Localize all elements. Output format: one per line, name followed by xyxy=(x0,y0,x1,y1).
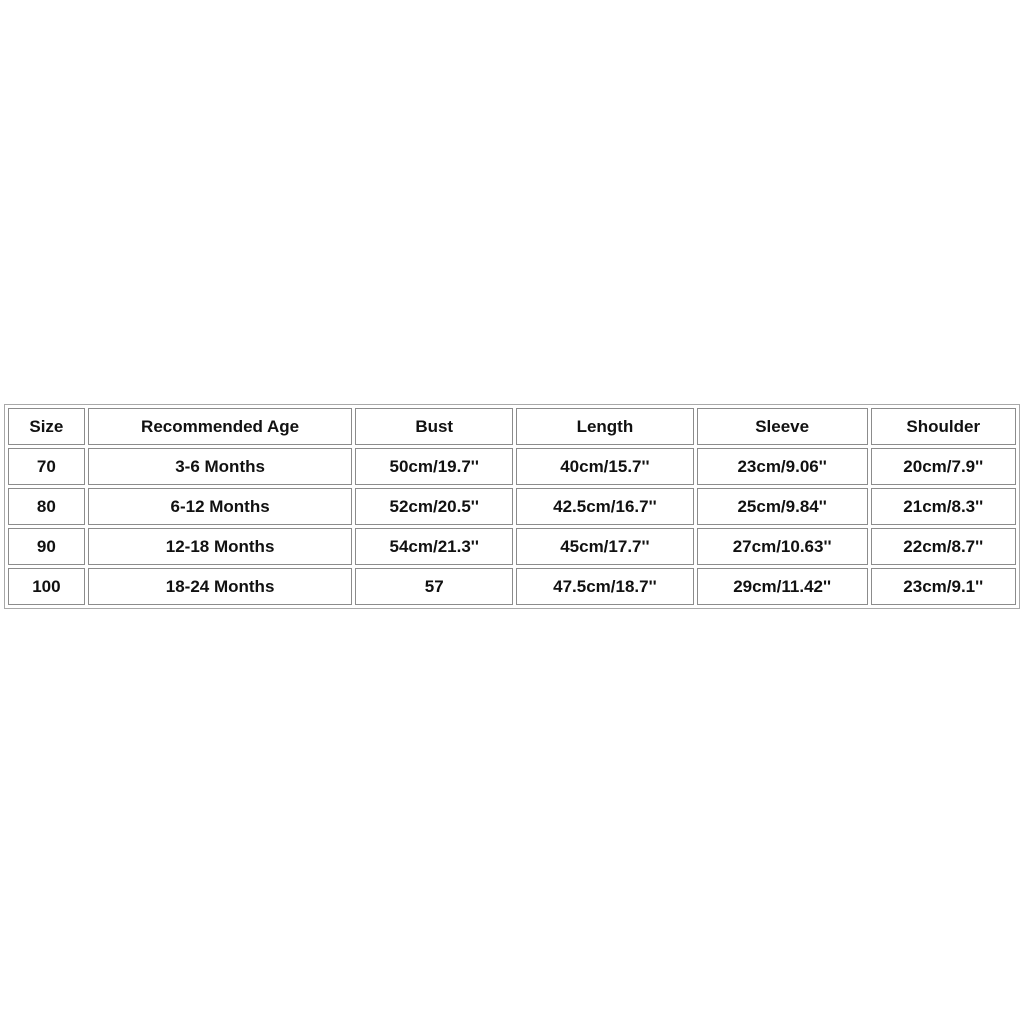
cell-shoulder: 23cm/9.1'' xyxy=(871,568,1017,605)
header-size: Size xyxy=(8,408,85,445)
table-row xyxy=(8,448,1016,485)
cell-length: 47.5cm/18.7'' xyxy=(516,568,694,605)
cell-shoulder: 22cm/8.7'' xyxy=(871,528,1017,565)
header-sleeve: Sleeve xyxy=(697,408,868,445)
header-recommended-age: Recommended Age xyxy=(88,408,353,445)
cell-size: 70 xyxy=(8,448,85,485)
table-row xyxy=(8,488,1016,525)
cell-sleeve: 29cm/11.42'' xyxy=(697,568,868,605)
cell-sleeve: 27cm/10.63'' xyxy=(697,528,868,565)
cell-size: 100 xyxy=(8,568,85,605)
cell-bust: 52cm/20.5'' xyxy=(355,488,513,525)
cell-size: 90 xyxy=(8,528,85,565)
header-length: Length xyxy=(516,408,694,445)
cell-length: 40cm/15.7'' xyxy=(516,448,694,485)
header-shoulder: Shoulder xyxy=(871,408,1017,445)
cell-recommended-age: 3-6 Months xyxy=(88,448,353,485)
cell-length: 45cm/17.7'' xyxy=(516,528,694,565)
cell-sleeve: 25cm/9.84'' xyxy=(697,488,868,525)
cell-shoulder: 21cm/8.3'' xyxy=(871,488,1017,525)
header-row xyxy=(8,408,1016,445)
table-row xyxy=(8,568,1016,605)
size-chart-table xyxy=(4,404,1020,609)
cell-bust: 50cm/19.7'' xyxy=(355,448,513,485)
cell-sleeve: 23cm/9.06'' xyxy=(697,448,868,485)
table-row xyxy=(8,528,1016,565)
cell-size: 80 xyxy=(8,488,85,525)
cell-bust: 54cm/21.3'' xyxy=(355,528,513,565)
cell-recommended-age: 6-12 Months xyxy=(88,488,353,525)
cell-bust: 57 xyxy=(355,568,513,605)
cell-recommended-age: 18-24 Months xyxy=(88,568,353,605)
cell-shoulder: 20cm/7.9'' xyxy=(871,448,1017,485)
cell-length: 42.5cm/16.7'' xyxy=(516,488,694,525)
cell-recommended-age: 12-18 Months xyxy=(88,528,353,565)
header-bust: Bust xyxy=(355,408,513,445)
